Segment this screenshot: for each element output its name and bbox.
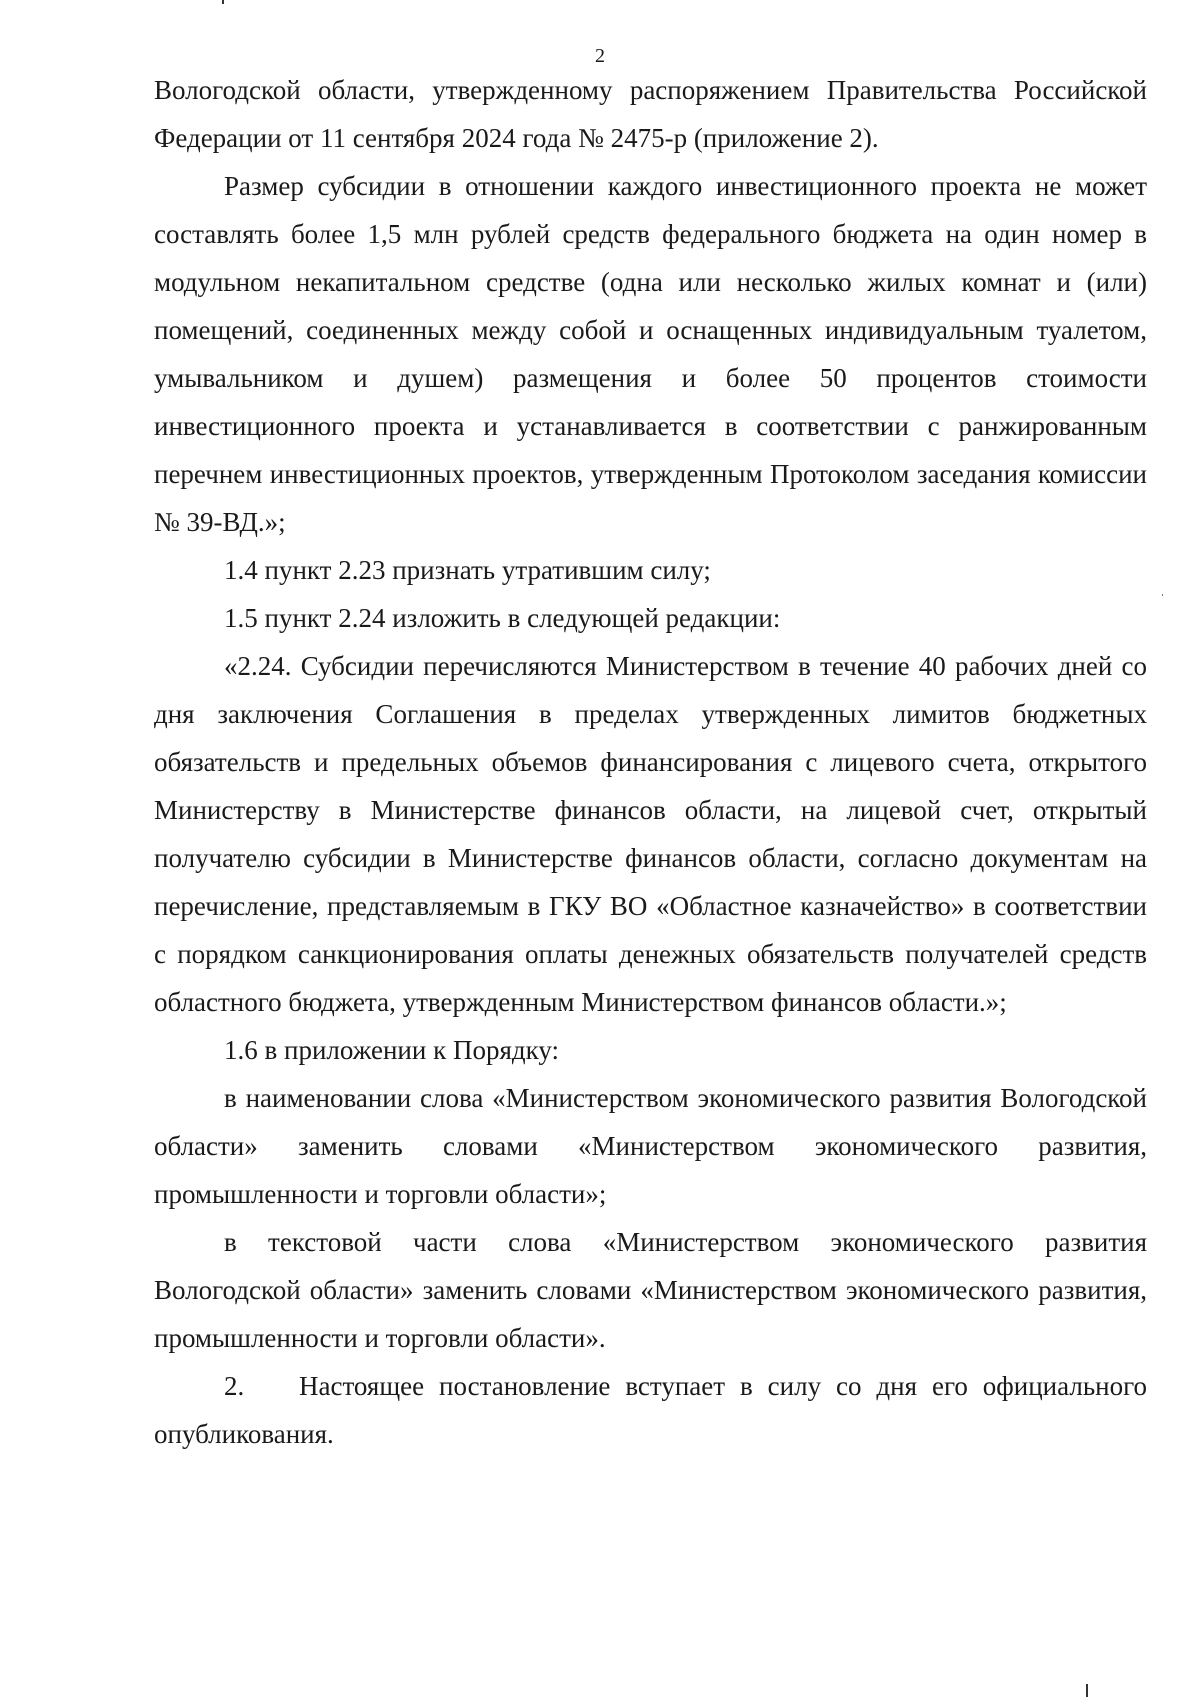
document-body <box>154 66 1147 1458</box>
page-number: 2 <box>595 45 605 67</box>
paragraph-title-change: в наименовании слова «Министерством экономического развития Вологодской области» заменить словами «Министерством экономического развития, промышленности и торговли области»; <box>154 1083 1147 1209</box>
clause-text: Настоящее постановление вступает в силу со дня его официального опубликования. <box>154 1371 1147 1449</box>
paragraph-item-2-24: «2.24. Субсидии перечисляются Министерством в течение 40 рабочих дней со дня заключения Соглашения в пределах утвержденных лимитов бюджетных обязательств и предельных объемов финансирования с лицевого счета, открытого Министерству в Министерстве финансов области, на лицевой счет, открытый получателю субсидии в Министерстве финансов области, согласно документам на перечисление, представляемым в ГКУ ВО «Областное казначейство» в соответствии с порядком санкционирования оплаты денежных обязательств получателей средств областного бюджета, утвержденным Министерством финансов области.»; <box>154 651 1147 1017</box>
paragraph-clause-2 <box>154 1362 1147 1458</box>
paragraph-text-change: в текстовой части слова «Министерством экономического развития Вологодской области» заменить словами «Министерством экономического развития, промышленности и торговли области». <box>154 1227 1147 1353</box>
paragraph-continuation: Вологодской области, утвержденному распоряжением Правительства Российской Федерации от 11 сентября 2024 года № 2475-р (приложение 2). <box>154 75 1147 153</box>
scan-artifact <box>1086 1684 1088 1697</box>
paragraph-item-1-6: 1.6 в приложении к Порядку: <box>224 1035 559 1065</box>
paragraph-subsidy-size: Размер субсидии в отношении каждого инвестиционного проекта не может составлять более 1,5 млн рублей средств федерального бюджета на один номер в модульном некапитальном средстве (одна или несколько жилых комнат и (или) помещений, соединенных между собой и оснащенных индивидуальным туалетом, умывальником и душем) размещения и более 50 процентов стоимости инвестиционного проекта и устанавливается в соответствии с ранжированным перечнем инвестиционных проектов, утвержденным Протоколом заседания комиссии № 39-ВД.»; <box>154 171 1147 537</box>
paragraph-item-1-4: 1.4 пункт 2.23 признать утратившим силу; <box>224 555 711 585</box>
scan-artifact <box>222 0 224 4</box>
clause-number: 2. <box>224 1371 245 1401</box>
scan-artifact <box>1162 594 1163 596</box>
paragraph-item-1-5: 1.5 пункт 2.24 изложить в следующей редакции: <box>224 603 781 633</box>
